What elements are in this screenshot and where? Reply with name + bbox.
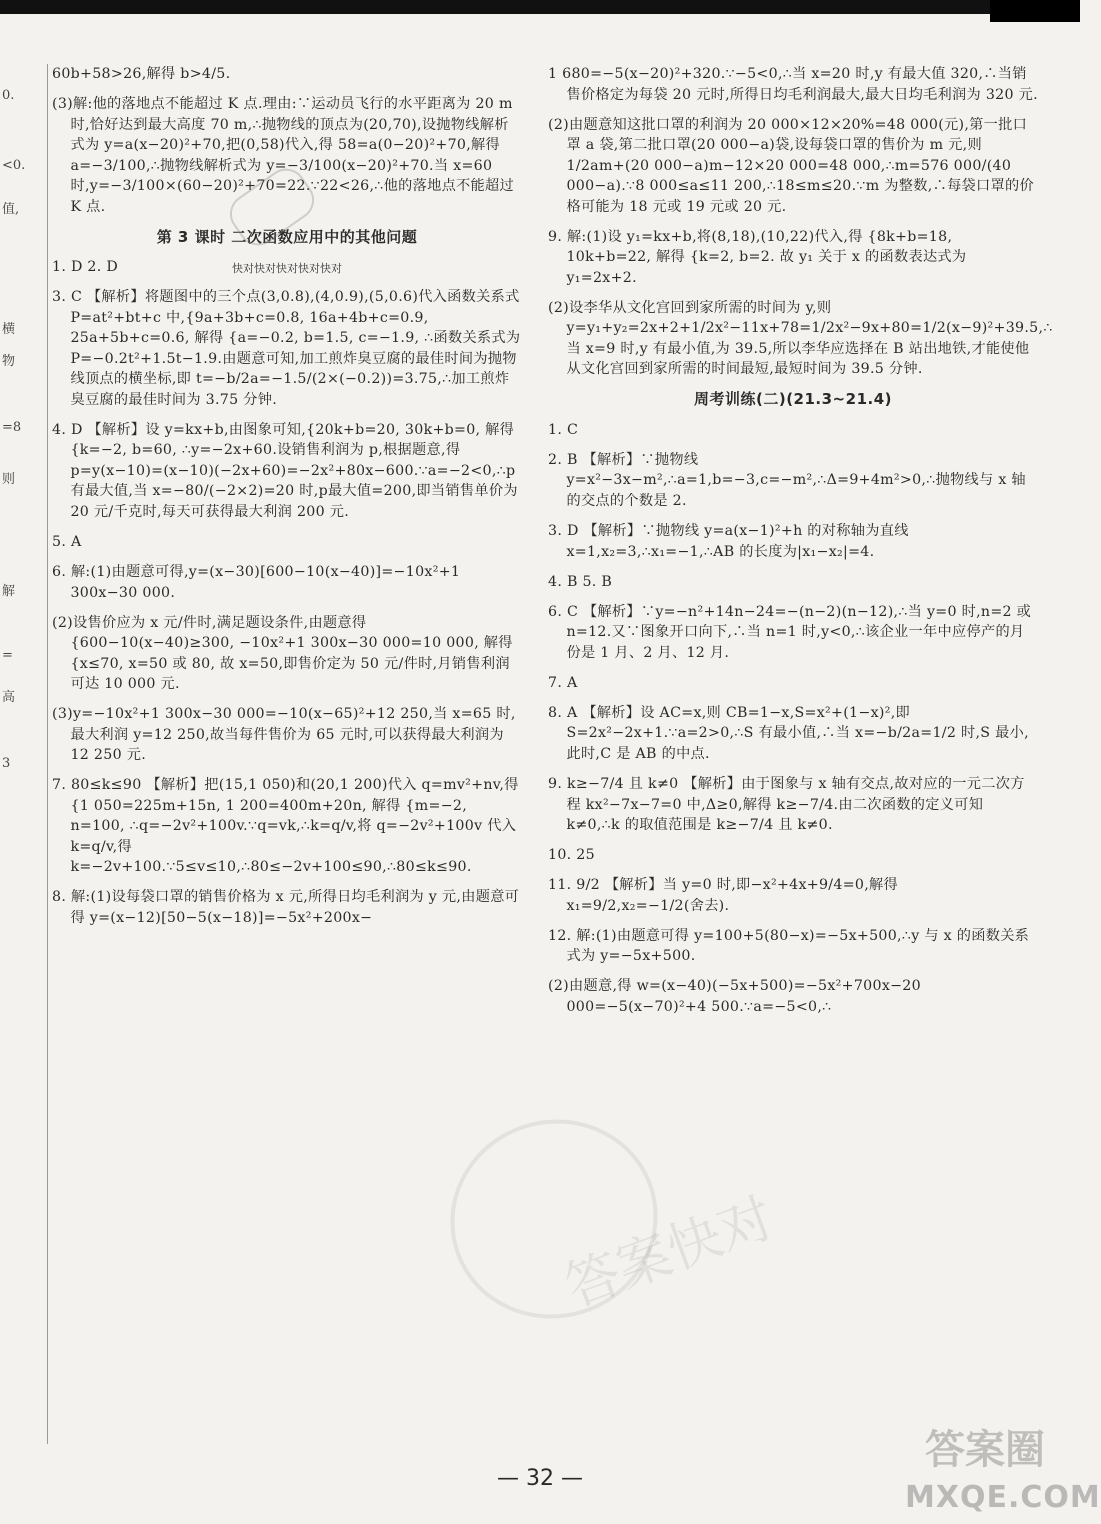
- answer-paragraph: 1. D 2. D: [52, 259, 119, 276]
- seal-watermark-text: 答案快对: [557, 1185, 782, 1319]
- answer-paragraph: 7. A: [548, 674, 578, 691]
- page-number: — 32 —: [497, 1466, 583, 1491]
- answer-paragraph: (3)解:他的落地点不能超过 K 点.理由:∵运动员飞行的水平距离为 20 m 时,恰好达到最大高度 70 m,∴抛物线的顶点为(20,70),设抛物线解析式为 y=a(x−20)²+70,把(0,58)代入,得 58=a(0−20)²+70,解得 a=−3/100,∴抛物线解析式为 y=−3/100(x−20)²+70.当 x=60 时,y=−3/100×(60−20)²+70=22.∵22<26,∴他的落地点不能超过 K 点.: [52, 96, 515, 215]
- edge-fragment: 解: [2, 584, 16, 599]
- edge-fragment: 值,: [2, 202, 20, 217]
- top-scan-edge: [0, 0, 1080, 14]
- answer-paragraph: (2)设售价应为 x 元/件时,满足题设条件,由题意得 {600−10(x−40)≥300, −10x²+1 300x−30 000=10 000, 解得 {x≤70, x=50 或 80, 故 x=50,即售价定为 50 元/件时,月销售利润可达 10 000 元.: [52, 614, 513, 693]
- answer-paragraph: (2)由题意,得 w=(x−40)(−5x+500)=−5x²+700x−20 000=−5(x−70)²+4 500.∵a=−5<0,∴: [548, 978, 921, 1015]
- edge-fragment: 高: [2, 690, 16, 705]
- answer-paragraph: 10. 25: [548, 847, 595, 864]
- edge-fragment: <0.: [2, 158, 26, 173]
- answer-paragraph: 8. A 【解析】设 AC=x,则 CB=1−x,S=x²+(1−x)²,即 S=2x²−2x+1.∵a=2>0,∴S 有最小值,∴当 x=−b/2a=1/2 时,S 最小,此时,C 是 AB 的中点.: [548, 704, 1029, 762]
- stamp-watermark-text: 快对快对快对快对快对: [232, 262, 342, 275]
- section-heading: 第 3 课时 二次函数应用中的其他问题: [156, 227, 418, 246]
- answer-paragraph: 1. C: [548, 421, 579, 438]
- answer-paragraph: 7. 80≤k≤90 【解析】把(15,1 050)和(20,1 200)代入 q=mv²+nv,得 {1 050=225m+15n, 1 200=400m+20n, 解得 {m=−2, n=100, ∴q=−2v²+100v.∵q=vk,∴k=q/v,将 q=−2v²+100v 代入 k=q/v,得 k=−2v+100.∵5≤v≤10,∴80≤−2v+100≤90,∴80≤k≤90.: [52, 777, 519, 876]
- answer-paragraph: 2. B 【解析】∵抛物线 y=x²−3x−m²,∴a=1,b=−3,c=−m²,∴Δ=9+4m²>0,∴抛物线与 x 轴的交点的个数是 2.: [548, 451, 1026, 509]
- answer-paragraph: 4. B 5. B: [548, 573, 613, 590]
- answer-paragraph: 6. 解:(1)由题意可得,y=(x−30)[600−10(x−40)]=−10x²+1 300x−30 000.: [52, 564, 461, 601]
- answer-paragraph: 11. 9/2 【解析】当 y=0 时,即−x²+4x+9/4=0,解得 x₁=9/2,x₂=−1/2(舍去).: [548, 877, 898, 914]
- edge-fragment: 0.: [2, 88, 15, 103]
- site-url-watermark: MXQE.COM: [905, 1480, 1101, 1515]
- answer-paragraph: (2)设李华从文化宫回到家所需的时间为 y,则 y=y₁+y₂=2x+2+1/2x²−11x+78=1/2x²−9x+80=1/2(x−9)²+39.5,∴当 x=9 时,y 有最小值,为 39.5,所以李华应选择在 B 站出地铁,才能使他从文化宫回到家所需的时间最短,最短时间为 39.5 分钟.: [548, 299, 1053, 378]
- answer-paragraph: 4. D 【解析】设 y=kx+b,由图象可知,{20k+b=20, 30k+b=0, 解得 {k=−2, b=60, ∴y=−2x+60.设销售利润为 p,根据题意,得 p=y(x−10)=(x−10)(−2x+60)=−2x²+80x−600.∵a=−2<0,∴p 有最大值,当 x=−80/(−2×2)=20 时,p最大值=200,即当销售单价为 20 元/千克时,每天可获得最大利润 200 元.: [52, 421, 518, 520]
- answer-paragraph: 1 680=−5(x−20)²+320.∵−5<0,∴当 x=20 时,y 有最大值 320,∴当销售价格定为每袋 20 元时,所得日均毛利润最大,最大日均毛利润为 320 元.: [548, 66, 1038, 103]
- top-right-scan-corner: [990, 0, 1080, 22]
- answer-paragraph: 3. D 【解析】∵抛物线 y=a(x−1)²+h 的对称轴为直线 x=1,x₂=3,∴x₁=−1,∴AB 的长度为|x₁−x₂|=4.: [548, 523, 909, 560]
- edge-fragment: 则: [2, 472, 16, 487]
- answer-paragraph: (3)y=−10x²+1 300x−30 000=−10(x−65)²+12 250,当 x=65 时,最大利润 y=12 250,故当每件售价为 65 元时,可以获得最大利润为 12 250 元.: [52, 706, 516, 764]
- answer-paragraph: 6. C 【解析】∵y=−n²+14n−24=−(n−2)(n−12),∴当 y=0 时,n=2 或 n=12.又∵图象开口向下,∴当 n=1 时,y<0,∴该企业一年中应停产的月份是 1 月、2 月、12 月.: [548, 603, 1032, 661]
- section-heading: 周考训练(二)(21.3~21.4): [693, 390, 892, 409]
- edge-fragment: 3: [2, 756, 11, 771]
- edge-fragment: 物: [2, 354, 16, 369]
- answer-paragraph: (2)由题意知这批口罩的利润为 20 000×12×20%=48 000(元),第一批口罩 a 袋,第二批口罩(20 000−a)袋,设每袋口罩的售价为 m 元,则 1/2am+(20 000−a)m−12×20 000=48 000,∴m=576 000/(40 000−a).∵8 000≤a≤11 200,∴18≤m≤20.∵m 为整数,∴每袋口罩的价格可能为 18 元或 19 元或 20 元.: [548, 116, 1034, 215]
- answer-paragraph: 60b+58>26,解得 b>4/5.: [52, 66, 231, 82]
- column-divider-left: [47, 64, 48, 1444]
- brand-watermark: 答案圈: [925, 1427, 1045, 1473]
- answer-paragraph: 8. 解:(1)设每袋口罩的销售价格为 x 元,所得日均毛利润为 y 元,由题意可得 y=(x−12)[50−5(x−18)]=−5x²+200x−: [52, 889, 520, 926]
- answer-paragraph: 5. A: [52, 533, 82, 550]
- answer-paragraph: 12. 解:(1)由题意可得 y=100+5(80−x)=−5x+500,∴y 与 x 的函数关系式为 y=−5x+500.: [548, 927, 1030, 965]
- answer-paragraph: 9. k≥−7/4 且 k≠0 【解析】由于图象与 x 轴有交点,故对应的一元二次方程 kx²−7x−7=0 中,Δ≥0,解得 k≥−7/4.由二次函数的定义可知 k≠0,∴k 的取值范围是 k≥−7/4 且 k≠0.: [548, 776, 1025, 834]
- answer-paragraph: 9. 解:(1)设 y₁=kx+b,将(8,18),(10,22)代入,得 {8k+b=18, 10k+b=22, 解得 {k=2, b=2. 故 y₁ 关于 x 的函数表达式为 y₁=2x+2.: [548, 228, 967, 286]
- left-edge-fragments: [0, 40, 26, 1360]
- edge-fragment: 横: [2, 322, 16, 337]
- edge-fragment: =: [2, 648, 13, 663]
- edge-fragment: =8: [2, 420, 22, 435]
- answer-paragraph: 3. C 【解析】将题图中的三个点(3,0.8),(4,0.9),(5,0.6)代入函数关系式 P=at²+bt+c 中,{9a+3b+c=0.8, 16a+4b+c=0.9, 25a+5b+c=0.6, 解得 {a=−0.2, b=1.5, c=−1.9, ∴函数关系式为 P=−0.2t²+1.5t−1.9.由题意可知,加工煎炸臭豆腐的最佳时间为抛物线顶点的横坐标,即 t=−b/2a=−1.5/(2×(−0.2))=3.75,∴加工煎炸臭豆腐的最佳时间为 3.75 分钟.: [52, 289, 521, 408]
